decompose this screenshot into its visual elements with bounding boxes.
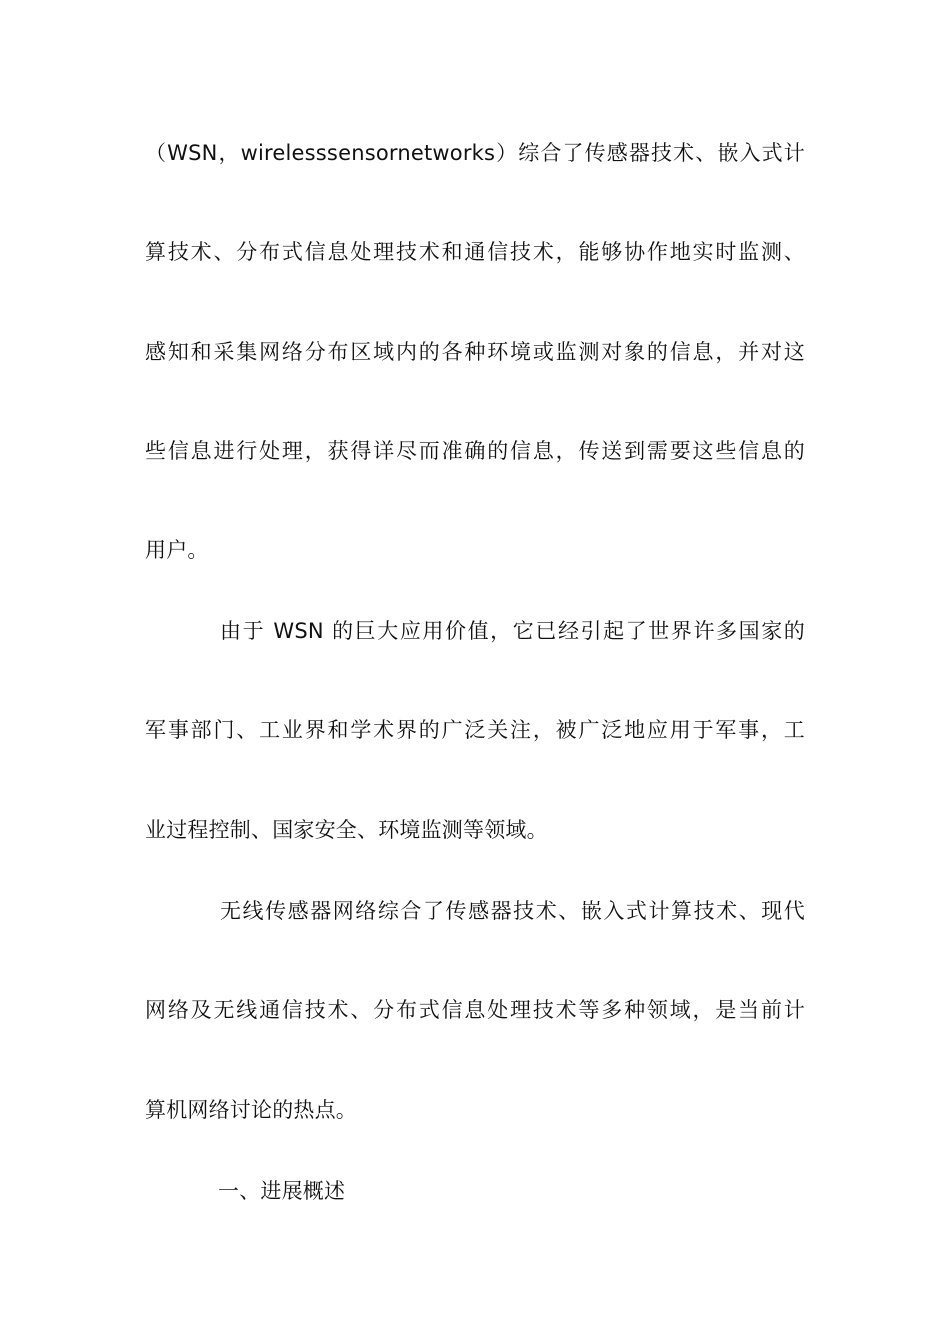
section-heading: 一、进展概述 bbox=[218, 1179, 346, 1203]
paragraph-2-line-3: 业过程控制、国家安全、环境监测等领域。 bbox=[145, 818, 548, 842]
paragraph-3-line-3: 算机网络讨论的热点。 bbox=[145, 1098, 357, 1122]
paragraph-1-line-5: 用户。 bbox=[145, 538, 209, 562]
paragraph-2-line-1: 由于 WSN 的巨大应用价值，它已经引起了世界许多国家的 bbox=[220, 619, 805, 643]
paragraph-1-line-2: 算技术、分布式信息处理技术和通信技术，能够协作地实时监测、 bbox=[145, 240, 805, 264]
paragraph-2-line-2: 军事部门、工业界和学术界的广泛关注，被广泛地应用于军事，工 bbox=[145, 718, 805, 742]
paragraph-1-line-3: 感知和采集网络分布区域内的各种环境或监测对象的信息，并对这 bbox=[145, 340, 805, 364]
paragraph-1-line-4: 些信息进行处理，获得详尽而准确的信息，传送到需要这些信息的 bbox=[145, 439, 805, 463]
paragraph-3-line-2: 网络及无线通信技术、分布式信息处理技术等多种领域，是当前计 bbox=[145, 998, 805, 1022]
paragraph-3-line-1: 无线传感器网络综合了传感器技术、嵌入式计算技术、现代 bbox=[220, 899, 805, 923]
paragraph-1-line-1: （WSN，wirelesssensornetworks）综合了传感器技术、嵌入式计 bbox=[145, 141, 805, 165]
